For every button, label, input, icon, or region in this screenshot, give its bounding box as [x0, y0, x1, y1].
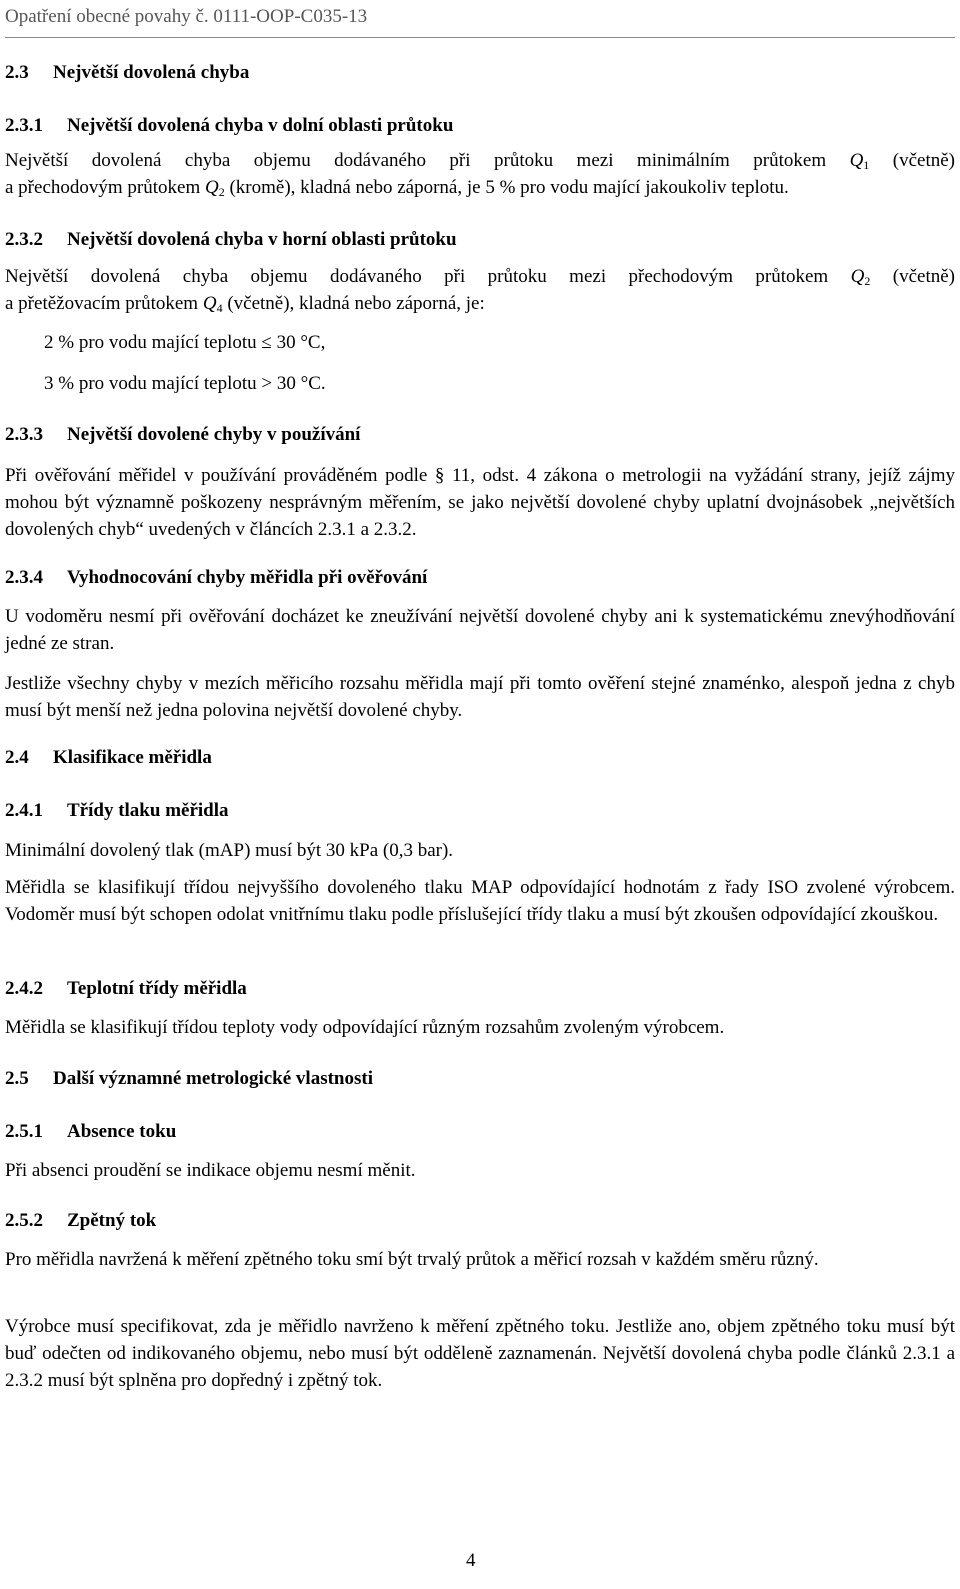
heading-number: 2.3.2 — [5, 229, 43, 250]
flow-subscript: 4 — [216, 301, 223, 315]
heading-title: Absence toku — [67, 1121, 177, 1142]
heading-number: 2.5.2 — [5, 1210, 43, 1231]
heading-2-5 — [5, 1068, 373, 1090]
heading-title: Klasifikace měřidla — [53, 747, 212, 768]
flow-symbol: Q — [850, 266, 865, 287]
heading-number: 2.3.4 — [5, 567, 43, 588]
list-item: 3 % pro vodu mající teplotu > 30 °C. — [44, 373, 326, 394]
heading-2-5-1 — [5, 1121, 176, 1143]
heading-title: Největší dovolená chyba — [53, 62, 250, 83]
heading-title: Třídy tlaku měřidla — [67, 800, 229, 821]
text-run: a přechodovým průtokem — [5, 177, 205, 198]
heading-2-3-3 — [5, 424, 360, 446]
heading-title: Největší dovolená chyba v dolní oblasti průtoku — [67, 115, 454, 136]
list-item: 2 % pro vodu mající teplotu ≤ 30 °C, — [44, 332, 326, 353]
heading-2-3-4 — [5, 567, 427, 589]
heading-number: 2.5.1 — [5, 1121, 43, 1142]
text-run: Největší dovolená chyba objemu dodávaného při průtoku mezi přechodovým průtokem — [5, 266, 851, 287]
paragraph: Pro měřidla navržená k měření zpětného toku smí být trvalý průtok a měřicí rozsah v každém směru různý. — [5, 1249, 819, 1270]
flow-subscript: 1 — [863, 158, 870, 172]
heading-title: Zpětný tok — [67, 1210, 157, 1231]
heading-2-3-2 — [5, 229, 457, 251]
heading-2-3-1 — [5, 115, 453, 137]
paragraph-line — [5, 293, 955, 315]
text-run: (včetně) — [869, 150, 955, 171]
heading-title: Největší dovolená chyba v horní oblasti průtoku — [67, 229, 457, 250]
heading-title: Další významné metrologické vlastnosti — [53, 1068, 373, 1089]
heading-number: 2.4.2 — [5, 978, 43, 999]
flow-subscript: 2 — [864, 274, 871, 288]
heading-number: 2.3.1 — [5, 115, 43, 136]
heading-2-4 — [5, 747, 212, 769]
heading-number: 2.3.3 — [5, 424, 43, 445]
paragraph: Měřidla se klasifikují třídou nejvyššího dovoleného tlaku MAP odpovídající hodnotám z řady ISO zvolené výrobcem. Vodoměr musí být schopen odolat vnitřnímu tlaku podle příslušející třídy tlaku a musí být zkoušen odpovídající zkouškou. — [5, 877, 955, 925]
heading-title: Teplotní třídy měřidla — [67, 978, 247, 999]
text-run: (včetně), kladná nebo záporná, je: — [222, 293, 485, 314]
flow-symbol: Q — [849, 150, 864, 171]
paragraph-line — [5, 266, 955, 288]
heading-title: Vyhodnocování chyby měřidla při ověřování — [67, 567, 428, 588]
paragraph: Minimální dovolený tlak (mAP) musí být 30 kPa (0,3 bar). — [5, 840, 454, 861]
paragraph: Při ověřování měřidel v používání prováděném podle § 11, odst. 4 zákona o metrologii na vyžádání strany, jejíž zájmy mohou být významně poškozeny nesprávným měřením, se jako největší dovolené chyby uplatní dvojnásobek „největších dovolených chyb“ uvedených v článcích 2.3.1 a 2.3.2. — [5, 465, 955, 540]
paragraph: Měřidla se klasifikují třídou teploty vody odpovídající různým rozsahům zvoleným výrobcem. — [5, 1017, 725, 1038]
paragraph: Výrobce musí specifikovat, zda je měřidlo navrženo k měření zpětného toku. Jestliže ano, objem zpětného toku musí být buď odečten od indikovaného objemu, nebo musí být odděleně zaznamenán. Největší dovolená chyba podle článků 2.3.1 a 2.3.2 musí být splněna pro dopředný i zpětný tok. — [5, 1316, 955, 1391]
paragraph: Při absenci proudění se indikace objemu nesmí měnit. — [5, 1160, 416, 1181]
text-run: (včetně) — [870, 266, 955, 287]
heading-number: 2.5 — [5, 1068, 29, 1089]
header-rule — [5, 37, 955, 38]
heading-2-3 — [5, 62, 249, 84]
heading-2-4-2 — [5, 978, 247, 1000]
heading-2-4-1 — [5, 800, 229, 822]
page-number: 4 — [466, 1550, 476, 1571]
paragraph-line — [5, 150, 955, 172]
paragraph: Jestliže všechny chyby v mezích měřicího rozsahu měřidla mají při tomto ověření stejné znaménko, alespoň jedna z chyb musí být menší než jedna polovina největší dovolené chyby. — [5, 673, 955, 721]
page-header: Opatření obecné povahy č. 0111-OOP-C035-13 — [5, 6, 368, 27]
heading-number: 2.3 — [5, 62, 29, 83]
paragraph-line — [5, 177, 955, 199]
text-run: a přetěžovacím průtokem — [5, 293, 203, 314]
heading-2-5-2 — [5, 1210, 156, 1232]
flow-subscript: 2 — [218, 185, 225, 199]
heading-number: 2.4.1 — [5, 800, 43, 821]
heading-title: Největší dovolené chyby v používání — [67, 424, 361, 445]
text-run: (kromě), kladná nebo záporná, je 5 % pro vodu mající jakoukoliv teplotu. — [224, 177, 789, 198]
text-run: Největší dovolená chyba objemu dodávaného při průtoku mezi minimálním průtokem — [5, 150, 850, 171]
flow-symbol: Q — [204, 177, 219, 198]
flow-symbol: Q — [202, 293, 217, 314]
heading-number: 2.4 — [5, 747, 29, 768]
paragraph: U vodoměru nesmí při ověřování docházet ke zneužívání největší dovolené chyby ani k systematickému znevýhodňování jedné ze stran. — [5, 606, 955, 654]
